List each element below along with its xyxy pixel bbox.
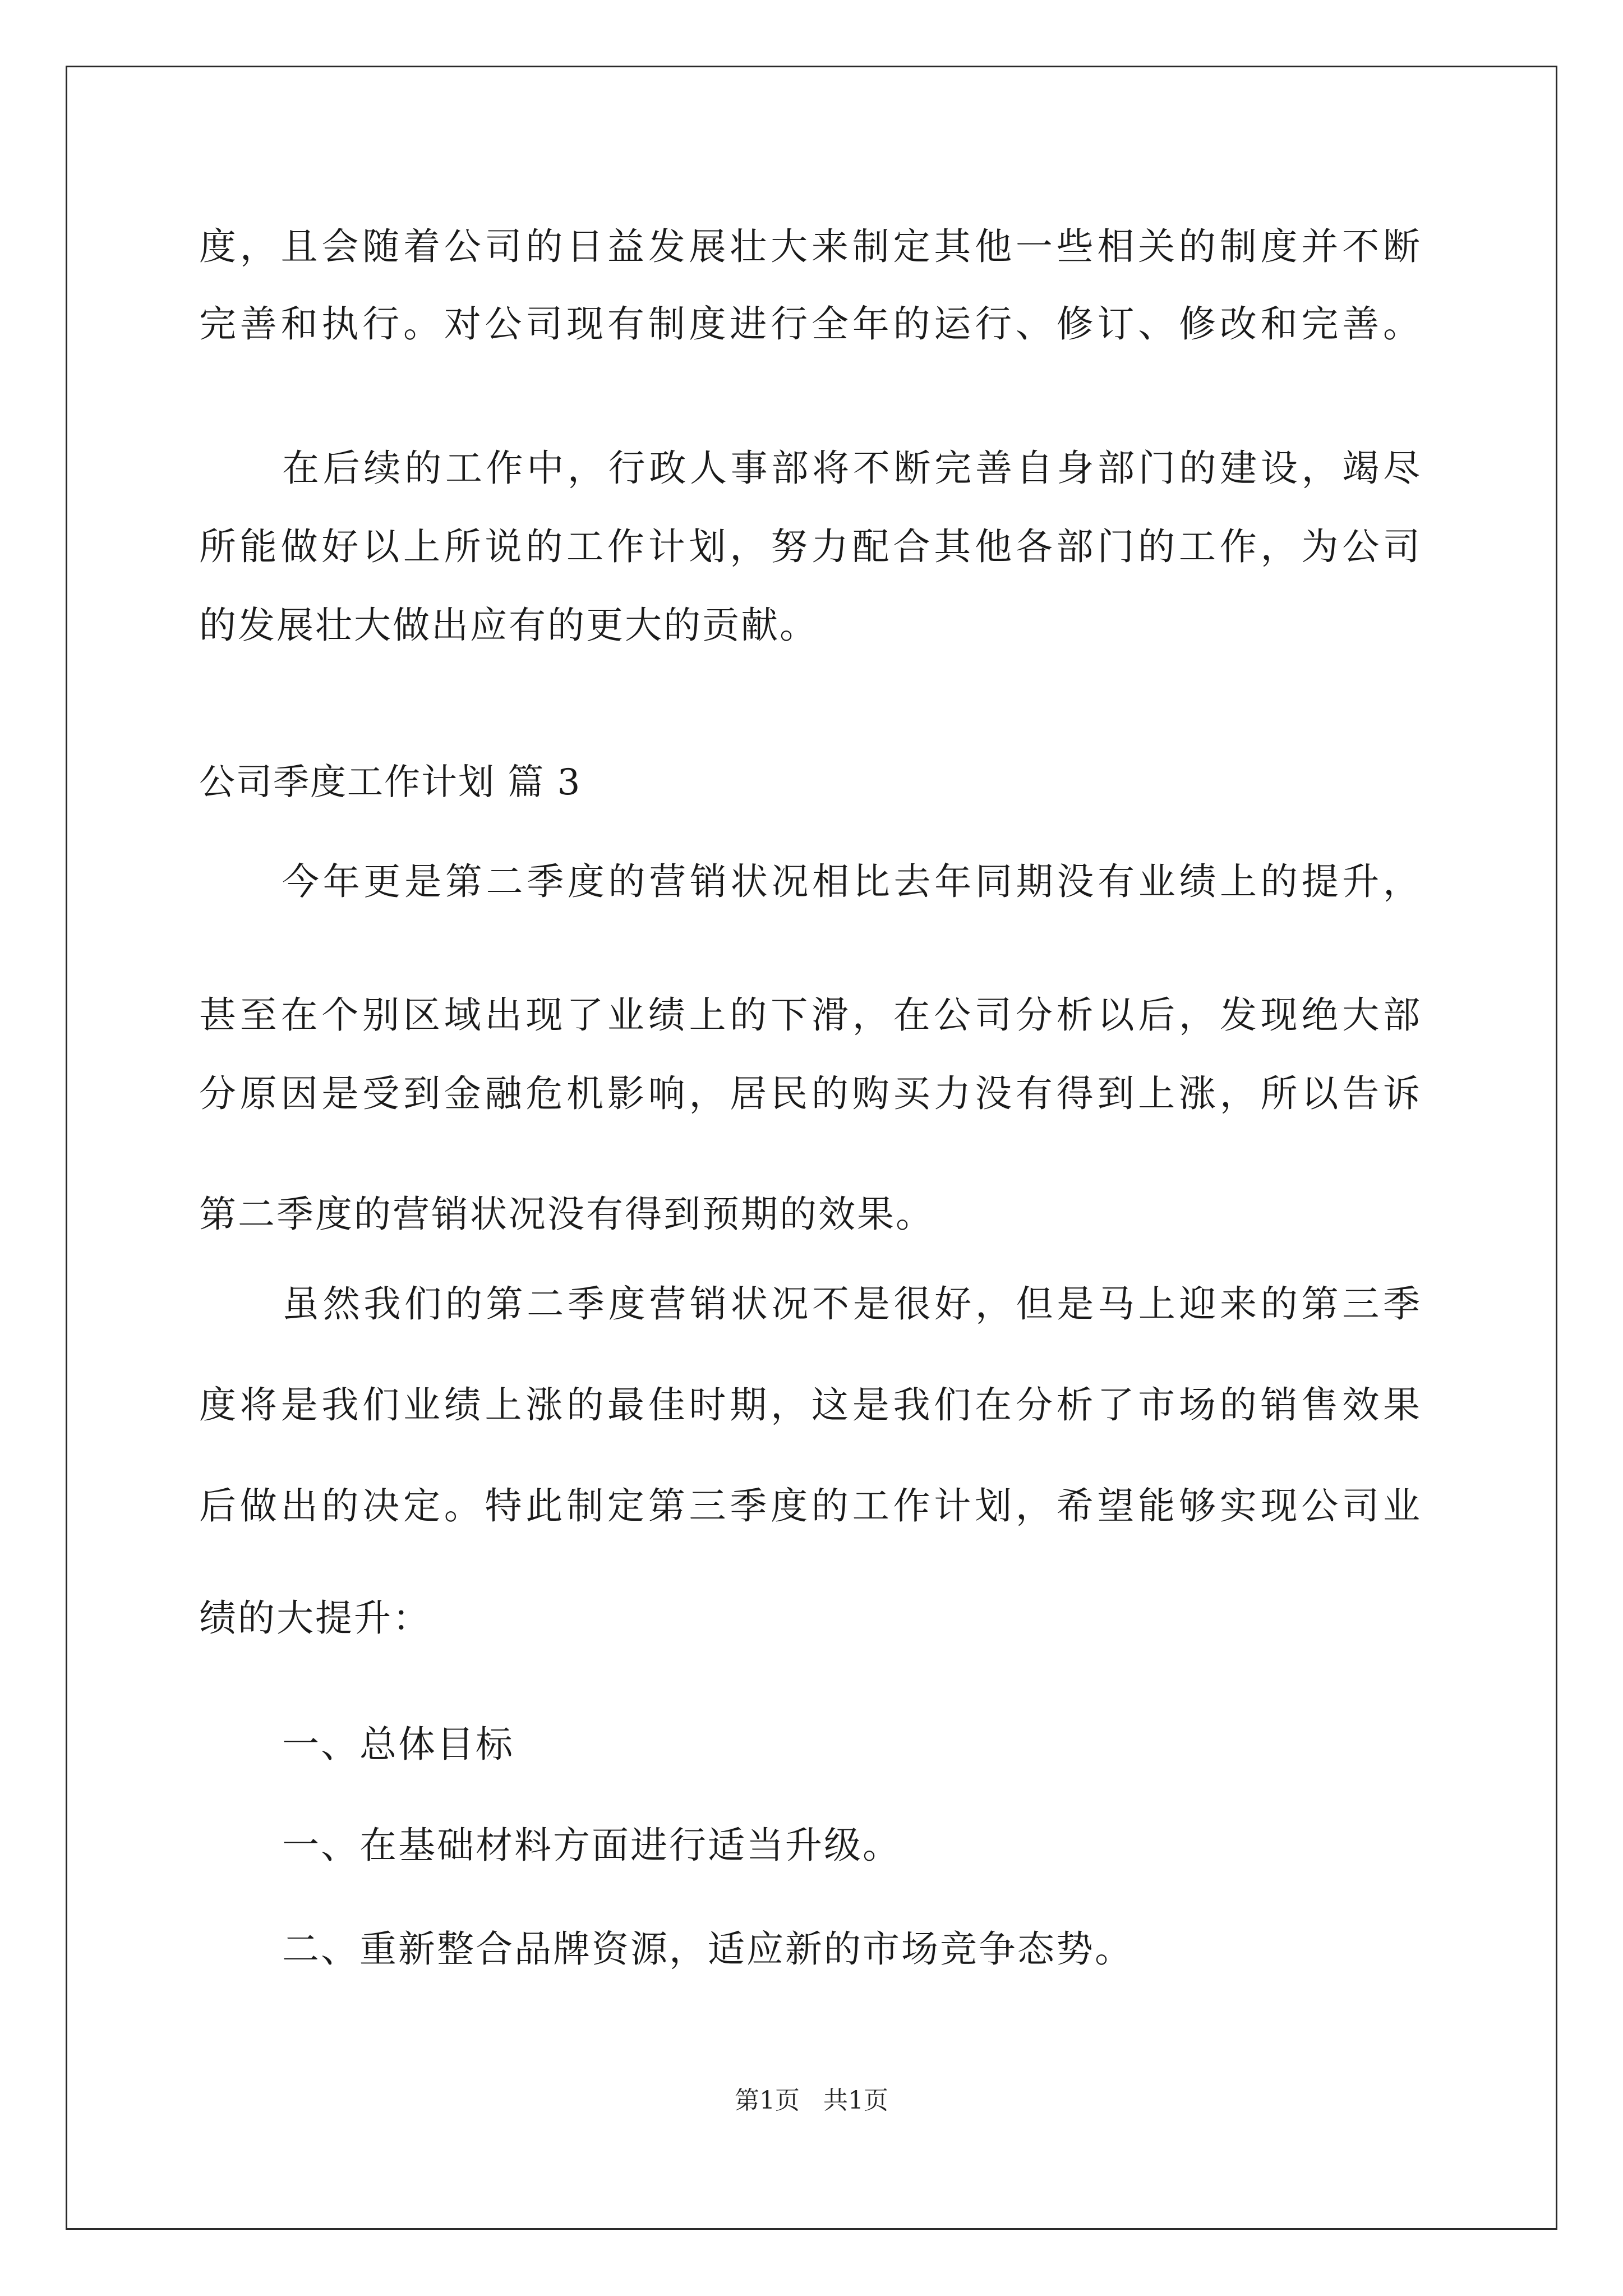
- paragraph-line: 今年更是第二季度的营销状况相比去年同期没有业绩上的提升，: [282, 860, 1422, 903]
- page-total: 共1页: [823, 2086, 888, 2115]
- page-number: 第1页: [735, 2086, 800, 2115]
- page-border: [66, 66, 1557, 2230]
- paragraph-line: 虽然我们的第二季度营销状况不是很好，但是马上迎来的第三季: [282, 1282, 1422, 1326]
- section-heading: 公司季度工作计划 篇 3: [199, 762, 582, 803]
- list-item: 二、重新整合品牌资源，适应新的市场竞争态势。: [282, 1927, 1133, 1971]
- list-item: 一、总体目标: [282, 1723, 514, 1766]
- list-item: 一、在基础材料方面进行适当升级。: [282, 1824, 901, 1867]
- paragraph-line: 度，且会随着公司的日益发展壮大来制定其他一些相关的制度并不断: [199, 225, 1422, 268]
- paragraph-line: 的发展壮大做出应有的更大的贡献。: [199, 604, 818, 647]
- paragraph-line: 后做出的决定。特此制定第三季度的工作计划，希望能够实现公司业: [199, 1484, 1422, 1527]
- paragraph-line: 甚至在个别区域出现了业绩上的下滑，在公司分析以后，发现绝大部: [199, 993, 1422, 1037]
- page-footer: [0, 2084, 1623, 2118]
- paragraph-line: 绩的大提升：: [199, 1596, 431, 1640]
- paragraph-line: 完善和执行。对公司现有制度进行全年的运行、修订、修改和完善。: [199, 302, 1422, 346]
- paragraph-line: 所能做好以上所说的工作计划，努力配合其他各部门的工作，为公司: [199, 525, 1422, 568]
- paragraph-line: 在后续的工作中，行政人事部将不断完善自身部门的建设，竭尽: [282, 447, 1422, 490]
- paragraph-line: 分原因是受到金融危机影响，居民的购买力没有得到上涨，所以告诉: [199, 1072, 1422, 1115]
- paragraph-line: 第二季度的营销状况没有得到预期的效果。: [199, 1193, 934, 1236]
- paragraph-line: 度将是我们业绩上涨的最佳时期，这是我们在分析了市场的销售效果: [199, 1383, 1422, 1427]
